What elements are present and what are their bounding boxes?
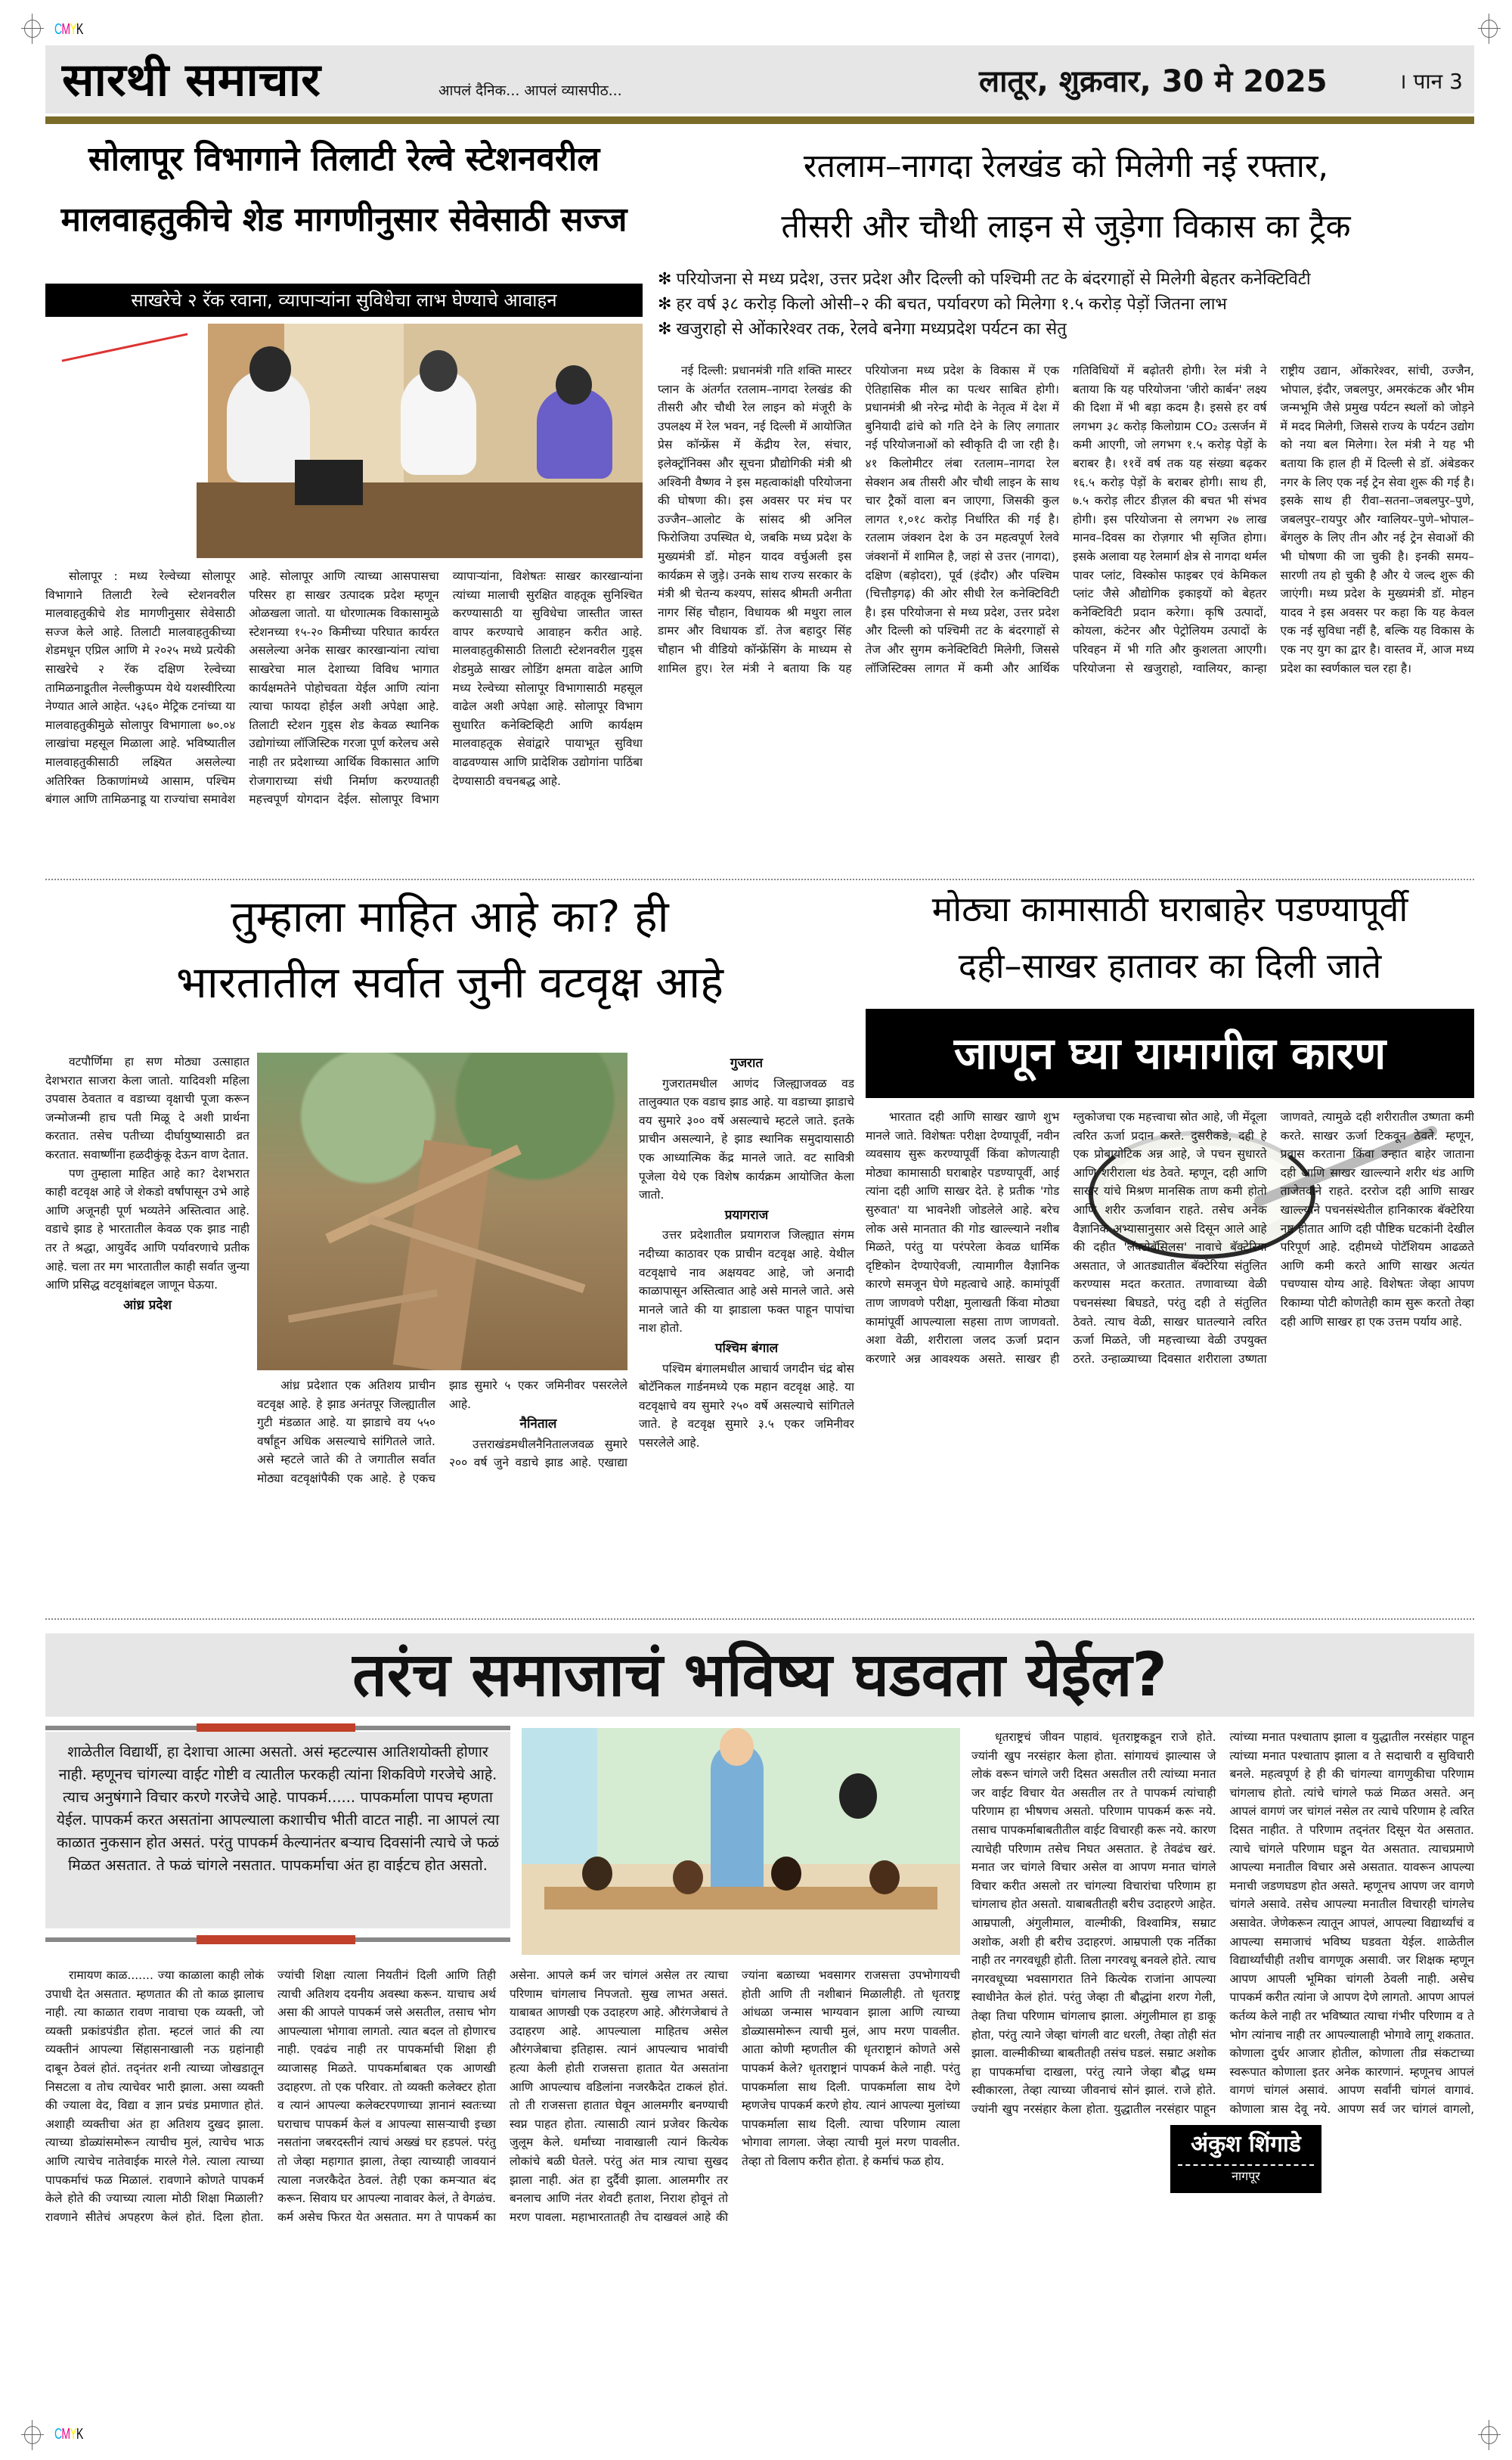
cmyk-marker-bottom: CMYK bbox=[54, 2426, 83, 2443]
society-body-right-text: धृतराष्ट्रचं जीवन पाहावं. धृतराष्ट्रकडून राजे होते. ज्यांनी खुप नरसंहार केला होता. सांगायचं झाल्यास जे लोकं वरून चांगले जरी दिसत असतील तरी त्यांच्या मनात जर वाईट विचार येत असतील तर ते पापकर्म त्यांचाही परिणाम हा भीषणच असतो. परिणाम पापकर्म करू नये. तसाच पापकर्माबाबतीतील वाईट विचारही करू नये. कारण त्याचेही परिणाम तसेच निघत असतात. हे तेवढंच खरं. मनात जर चांगले विचार असेल वा आपण मनात चांगले विचार करीत असलो तर चांगल्या विचारांचा परिणाम हा चांगलाच होत असतो. याबाबतीतही बरीच उदाहरणे आहेत. आम्रपाली, अंगुलीमाल, वाल्मीकी, विश्वामित्र, सम्राट अशोक, अशी ही बरीच उदाहरणं. आम्रपाली एक नर्तिका नाही तर नगरवधूही होती. तिला नगरवधू बनवले होते. त्याच नगरवधूच्या भवसागरात तिने कित्येक राजांना आपल्या स्वाधीनेत केलं होतं. परंतु जेव्हा ती बौद्धांना शरण गेली, तेव्हा तिचा परिणाम चांगलाच झाला. अंगुलीमाल हा डाकू होता, परंतु त्याने जेव्हा चांगली वाट धरली, तेव्हा तोही संत झाला. वाल्मीकीच्या बाबतीतही तसंच घडलं. सम्राट अशोक हा पापकर्माचा दाखला, परंतु त्याने जेव्हा बौद्ध धम्म स्वीकारला, तेव्हा त्याच्या जीवनाचं सोनं झालं. राजे होते. ज्यांनी खुप नरसंहार केला होता. युद्धातील नरसंहार पाहून त्यांच्या मनात पश्चाताप झाला व युद्धातील नरसंहार पाहून त्यांच्या मनात पश्चाताप झाला व ते सदाचारी व सुविचारी बनले. महत्वपूर्ण हे ही की चांगल्या वागणुकीचा परिणाम चांगलाच होतो. त्यांचे चांगले फळं मिळत असते. अन् आपलं वागणं जर चांगलं नसेल तर त्याचे परिणाम हे त्वरित दिसत नाहीत. ते परिणाम तद्नंतर दिसून येत असतात. त्याचे चांगले परिणाम घडून येत असतात. त्याचप्रमाणे आपल्या मनातील विचार असे असतात. यावरून आपल्या मनाची जडणघडण होत असते. म्हणूनच आपण जर वागणे चांगले असावे. तसेच आपल्या मनातील विचारही चांगलेच असावेत. जेणेकरून त्यातून आपलं, आपल्या विद्यार्थ्यांचं व आपल्या समाजाचं भविष्य घडवता येईल. शाळेतील विद्यार्थ्यांचीही तशीच वागणूक असावी. जर शिक्षक म्हणून आपण आपली भूमिका चांगली ठेवली नाही. असेच पापकर्म करीत त्यांना जे आपण देणे लागतो. आपण आपलं कर्तव्य केले नाही तर भविष्यात त्याचा गंभीर परिणाम व ते भोग त्यांनाच नाही तर आपल्यालाही भोगावे लागू शकतात. कोणाला दुर्धर आजार होतील, कोणाला तीव्र संकटाच्या स्वरूपात कोणाला इतर अनेक कारणानं. म्हणूनच आपलं वागणं चांगलं असावं. आपण सर्वांनी चांगलं वागावं. कोणाला त्रास देवू नये. आपण सर्व जर चांगलं वागलो, bbox=[971, 1730, 1474, 2116]
curd-headline-line-1: मोठ्या कामासाठी घराबाहेर पडण्यापूर्वी bbox=[931, 889, 1408, 929]
newspaper-tagline: आपलं दैनिक... आपलं व्यासपीठ... bbox=[438, 82, 622, 99]
masthead bbox=[45, 45, 1474, 113]
section-divider bbox=[45, 879, 1474, 880]
curd-body-text: भारतात दही आणि साखर खाणे शुभ मानले जाते. विशेषतः परीक्षा देण्यापूर्वी, नवीन व्यवसाय सुरू करण्यापूर्वी किंवा कोणत्याही मोठ्या कामासाठी घराबाहेर पडण्यापूर्वी, आई त्यांना दही आणि साखर देते. हे प्रतीक 'गोड सुरुवात' या भावनेशी जोडलेले आहे. बरेच लोक असे मानतात की गोड खाल्ल्याने नशीब मिळते, परंतु या परंपरेला केवळ धार्मिक दृष्टिकोन देण्याऐवजी, त्यामागील वैज्ञानिक कारणे समजून घेणे महत्वाचे आहे. कामांपूर्वी ताण जाणवणे परीक्षा, मुलाखती किंवा मोठ्या कामांपूर्वी आपल्याला सहसा ताण जाणवतो. अशा वेळी, शरीराला जलद ऊर्जा प्रदान करणारे अन्न आवश्यक असते. साखर ही ग्लुकोजचा एक महत्त्वाचा स्रोत आहे, जी मेंदूला त्वरित ऊर्जा प्रदान करते. दुसरीकडे, दही हे एक प्रोबायोटिक अन्न आहे, जे पचन सुधारते आणि शरीराला थंड ठेवते. म्हणून, दही आणि साखर यांचे मिश्रण मानसिक ताण कमी होतो आणि शरीर ऊर्जावान राहते. तसेच अनेक वैज्ञानिक अभ्यासानुसार असे दिसून आले आहे की दहीत 'लॅक्टोबॅसिलस' नावाचे बॅक्टेरिया असतात, जे आतड्यातील बॅक्टेरिया संतुलित करण्यास मदत करतात. तणावाच्या वेळी पचनसंस्था बिघडते, परंतु दही ते संतुलित ठेवते. त्याच वेळी, साखर घातल्याने त्वरित ऊर्जा मिळते, जी महत्त्वाच्या वेळी उपयुक्त ठरते. उन्हाळ्याच्या दिवसात शरीराला उष्णता जाणवते, त्यामुळे दही शरीरातील उष्णता कमी करते. साखर ऊर्जा टिकवून ठेवते. म्हणून, प्रवास करताना किंवा उन्हात बाहेर जाताना दही आणि साखर खाल्ल्याने शरीर थंड आणि ताजेतवाने राहते. दररोज दही आणि साखर खाल्ल्याने पचनसंस्थेतील हानिकारक बॅक्टेरिया नष्ट होतात आणि दही पौष्टिक घटकांनी देखील परिपूर्ण आहे. दहीमध्ये पोटॅशियम आढळते आणि कमी करते आणि साखर अत्यंत पचण्यास योग्य आहे. विशेषतः जेव्हा आपण रिकाम्या पोटी कोणतेही काम सुरू करतो तेव्हा दही आणि साखर हा एक उत्तम पर्याय आहे. bbox=[866, 1110, 1474, 1366]
banyan-section-title: प्रयागराज bbox=[724, 1207, 769, 1223]
society-headline: तरंच समाजाचं भविष्य घडवता येईल? bbox=[45, 1633, 1474, 1717]
ratlam-body bbox=[658, 361, 1474, 853]
pullquote-rule-bottom bbox=[45, 1937, 510, 1942]
registration-mark-top-left bbox=[21, 14, 44, 44]
accent-bar bbox=[197, 1935, 355, 1944]
ratlam-bullet-3: ✻ खजुराहो से ओंकारेश्वर तक, रेलवे बनेगा मध्यप्रदेश पर्यटन का सेतु bbox=[658, 320, 1067, 339]
banyan-andhra-text: आंध्र प्रदेशात एक अतिशय प्राचीन वटवृक्ष आहे. हे झाड अनंतपूर जिल्ह्यातील गुटी मंडळात आहे. या झाडाचे वय ५५० वर्षांहून अधिक असल्याचे सांगितले जाते. असे म्हटले जाते की ते जगातील सर्वात मोठ्या वटवृक्षांपैकी एक आहे. हे एकच झाड सुमारे ५ एकर जमिनीवर पसरलेले आहे. bbox=[257, 1379, 627, 1485]
banyan-headline-line-2: भारतातील सर्वात जुनी वटवृक्ष आहे bbox=[176, 957, 723, 1008]
banyan-nainital-text: उत्तराखंडमधीलनैनितालजवळ सुमारे २०० वर्ष जुने वडाचे झाड आहे. एखाद्या bbox=[449, 1437, 627, 1470]
banyan-westbengal-text: पश्चिम बंगालमधील आचार्य जगदीन चंद्र बोस बोटॅनिकल गार्डनमध्ये एक महान वटवृक्ष आहे. या वटवृक्षाचे वय सुमारे २५० वर्षे असल्याचे सांगितले जाते. हे वटवृक्ष सुमारे ३.५ एकर जमिनीवर पसरलेले आहे. bbox=[639, 1361, 854, 1450]
banyan-section-title: नैनिताल bbox=[519, 1416, 557, 1432]
registration-mark-bottom-left bbox=[21, 2420, 44, 2450]
ratlam-headline-line-1: रतलाम–नागदा रेलखंड को मिलेगी नई रफ्तार, bbox=[803, 147, 1329, 185]
asterisk-icon: ✻ bbox=[658, 295, 672, 314]
pullquote: शाळेतील विद्यार्थी, हा देशाचा आत्मा असतो. असं म्हटल्यास आतिशयोक्ती होणार नाही. म्हणूनच चांगल्या वाईट गोष्टी व त्यातील फरकही त्यांना शिकविणे गरजेचे आहे. त्याच अनुषंगाने विचार करणे गरजेचे आहे. पापकर्म...... पापकर्माला पापच म्हणता येईल. पापकर्म करत असतांना आपल्याला कशाचीच भीती वाटत नाही. ना आपलं त्या काळात नुकसान होत असतं. परंतु पापकर्म केल्यानंतर बऱ्याच दिवसांनी त्याचे जे फळं मिळत असतात. ते फळं चांगले नसतात. पापकर्माचा अंत हा वाईटच होत असतो. bbox=[45, 1732, 510, 1928]
solapur-press-conference-photo bbox=[45, 324, 643, 558]
banyan-headline-line-1: तुम्हाला माहित आहे का? ही bbox=[231, 891, 669, 942]
asterisk-icon: ✻ bbox=[658, 270, 672, 289]
banyan-prayagraj-text: उत्तर प्रदेशातील प्रयागराज जिल्ह्यात संगम नदीच्या काठावर एक प्राचीन वटवृक्ष आहे. येथील वटवृक्षाचे नाव अक्षयवट आहे, जो अनादी काळापासून अस्तित्वात आहे असे मानले जाते. असे मानले जाते की या झाडाला फक्त पाहून पापांचा नाश होतो. bbox=[639, 1228, 854, 1335]
banyan-section-title: पश्चिम बंगाल bbox=[714, 1340, 779, 1356]
banyan-para-2: पण तुम्हाला माहित आहे का? देशभरात काही वटवृक्ष आहे जे शेकडो वर्षांपासून उभे आहे आणि अजूनही पूर्ण भव्यतेने अस्तित्वात आहे. वडाचे झाड हे भारतातील केवळ एक झाड नाही तर ते श्रद्धा, आयुर्वेद आणि पर्यावरणाचे प्रतीक आहे. चला तर मग भारतातील काही सर्वात जुन्या आणि प्रसिद्ध वटवृक्षांबद्दल जाणून घेऊया. bbox=[45, 1166, 249, 1292]
solapur-headline-line-2: मालवाहतुकीचे शेड मागणीनुसार सेवेसाठी सज्ज bbox=[60, 200, 627, 239]
registration-mark-bottom-right bbox=[1478, 2420, 1501, 2450]
banyan-intro bbox=[45, 1053, 249, 1487]
society-body-left-text: रामायण काळ....... ज्या काळाला काही लोकं उपाधी देत असतात. म्हणतात की तो काळ झालाच नाही. त्या काळात रावण नावाचा एक व्यक्ती, जो व्यक्ती प्रकांडपंडीत होता. म्हटलं जातं की त्या व्यक्तीनं आपल्या सिंहासनाखाली नऊ ग्रहांनाही दाबून ठेवलं होतं. तद्नंतर शनी त्याच्या जोखडातून निसटला व तोच त्याचेवर भारी झाला. असा व्यक्ती की ज्याला वेद, विद्या व ज्ञान प्रचंड प्रमाणात होतं. अशाही व्यक्तीचा अंत हा अतिशय दुखद झाला. त्याच्या डोळ्यांसमोरून त्याचीच मुलं, त्याचेच भाऊ आणि त्याचेच नातेवाईक मारले गेले. त्याला त्याच्या पापकर्माचं फळ मिळालं. रावणाने कोणते पापकर्म केले होते की ज्याच्या त्याला मोठी शिक्षा मिळाली? रावणाने सीतेचं अपहरण केलं होतं. दिला होता. ज्यांची शिक्षा त्याला नियतीनं दिली आणि तिही त्याची अतिशय दयनीय अवस्था करून. याचाच अर्थ असा की आपले पापकर्म जसे असतील, तसाच भोग आपल्याला भोगावा लागतो. त्यात बदल तो होणारच नाही. एवढंच नाही तर पापकर्माची शिक्षा ही व्याजासह मिळते. पापकर्माबाबत एक आणखी उदाहरण. तो एक परिवार. तो व्यक्ती कलेक्टर होता व त्यानं आपल्या कलेक्टरपणाच्या ज्ञानानं स्वतःच्या घराचाच पापकर्म केलं व आपल्या सासऱ्याची इच्छा नसतांना जबरदस्तीनं त्याचं अख्खं घर हडपलं. परंतु तो जेव्हा महागात झाला, तेव्हा त्याच्याही जावयानं त्याला नजरकैदेत ठेवलं. तेही एका कमऱ्यात बंद करून. सिवाय घर आपल्या नावावर केलं, ते वेगळंच. कर्म असेच फिरत येत असतात. मग ते पापकर्म का असेना. आपले कर्म जर चांगलं असेल तर त्याचा परिणाम चांगलाच निपजतो. सुख लाभत असतं. याबाबत आणखी एक उदाहरण आहे. औरंगजेबाचं ते उदाहरण आहे. आपल्याला माहितच असेल औरंगजेबाचा इतिहास. त्यानं आपल्याच भावांची हत्या केली होती राजसत्ता हातात येत असतांना आणि आपल्याच वडिलांना नजरकैदेत टाकलं होतं. तो ती राजसत्ता हातात घेवून आलमगीर बनण्याची स्वप्न पाहत होता. त्यासाठी त्यानं प्रजेवर कित्येक जुलूम केले. धर्मांच्या नावाखाली त्यानं कित्येक लोकांचे बळी घेतले. परंतु अंत मात्र त्याचा सुखद झाला नाही. अंत हा दुर्दैवी झाला. आलमगीर तर बनलाच आणि नंतर शेवटी हताश, निराश होवूनं तो मरण पावला. महाभारतातही तेच दाखवलं आहे की ज्यांना बळाच्या भवसागर राजसत्ता उपभोगायची होती आणि ती नशीबानं मिळालीही. तो धृतराष्ट्र आंधळा जन्मास भाग्यवान झाला आणि त्याच्या डोळ्यासमोरून त्याची मुलं, आप मरण पावलीत. आता कोणी म्हणतील की धृतराष्ट्रानं कोणते असे पापकर्म केले? धृतराष्ट्रानं पापकर्म केले नाही. परंतु पापकर्माला साथ दिली. पापकर्माला साथ देणे म्हणजेच पापकर्म करणे होय. त्यानं आपल्या मुलांच्या पापकर्माला साथ दिली. त्याचा परिणाम त्याला भोगावा लागला. जेव्हा त्याची मुलं मरण पावलीत. तेव्हा तो विलाप करीत होता. हे कर्माचं फळ होय. bbox=[45, 1968, 960, 2224]
solapur-strapline: साखरेचे २ रॅक रवाना, व्यापाऱ्यांना सुविधेचा लाभ घेण्याचे आवाहन bbox=[45, 284, 643, 317]
pullquote-rule-top bbox=[45, 1726, 510, 1730]
banyan-gujarat-text: गुजरातमधील आणंद जिल्ह्याजवळ वड तालुक्यात एक वडाच झाड आहे. या वडाच्या झाडाचे वय सुमारे ३०० वर्षे असल्याचे म्हटले जाते. इतके प्राचीन असल्याने, हे झाड स्थानिक समुदायासाठी एक आध्यात्मिक केंद्र मानले जाते. वट सावित्री पूजेला येथे एक विशेष कार्यक्रम आयोजित केला जातो. bbox=[639, 1076, 854, 1202]
banyan-section-title: आंध्र प्रदेश bbox=[122, 1297, 172, 1313]
author-name: अंकुश शिंगाडे bbox=[1191, 2131, 1301, 2158]
page-number: । पान 3 bbox=[1399, 69, 1463, 94]
author-place: नागपूर bbox=[1232, 2169, 1260, 2183]
newspaper-title: सारथी समाचार bbox=[62, 54, 321, 107]
dateline: लातूर, शुक्रवार, 30 मे 2025 bbox=[979, 64, 1328, 99]
ratlam-body-text: नई दिल्ली: प्रधानमंत्री गति शक्ति मास्टर प्लान के अंतर्गत रतलाम–नागदा रेलखंड की तीसरी और चौथी रेल लाइन को मंजूरी के उपलक्ष्य में रेल भवन, नई दिल्ली में आयोजित प्रेस कॉन्फ्रेंस में केंद्रीय रेल, संचार, इलेक्ट्रॉनिक्स और सूचना प्रौद्योगिकी मंत्री श्री अश्विनी वैष्णव ने इस महत्वाकांक्षी परियोजना की घोषणा की। इस अवसर पर मंच पर उज्जैन–आलोट के सांसद श्री अनिल फिरोजिया उपस्थित थे, जबकि मध्य प्रदेश के मुख्यमंत्री डॉ. मोहन यादव वर्चुअली इस कार्यक्रम से जुड़े। उनके साथ राज्य सरकार के मंत्री श्री चेतन्य कश्यप, सांसद श्रीमती अनीता नागर सिंह चौहान, विधायक श्री मथुरा लाल डामर और विधायक डॉ. तेज बहादुर सिंह चौहान भी वीडियो कॉन्फ्रेंसिंग के माध्यम से शामिल हुए। रेल मंत्री ने बताया कि यह परियोजना मध्य प्रदेश के विकास में एक ऐतिहासिक मील का पत्थर साबित होगी। प्रधानमंत्री श्री नरेन्द्र मोदी के नेतृत्व में देश में बुनियादी ढांचे को गति देने के लिए लगातार नई परियोजनाओं को स्वीकृति दी जा रही है। ४१ किलोमीटर लंबा रतलाम–नागदा रेल सेक्शन अब तीसरी और चौथी लाइन के साथ चार ट्रैकों वाला बन जाएगा, जिसकी कुल लागत १,०१८ करोड़ निर्धारित की गई है। रतलाम जंक्शन देश के उन महत्वपूर्ण रेलवे जंक्शनों में शामिल है, जहां से उत्तर (नागदा), दक्षिण (बड़ोदरा), पूर्व (इंदौर) और पश्चिम (चित्तौड़गढ़) की ओर सीधी रेल कनेक्टिविटी है। इस परियोजना से मध्य प्रदेश, उत्तर प्रदेश और दिल्ली को पश्चिमी तट के बंदरगाहों से तेज और सुगम कनेक्टिविटी मिलेगी, जिससे लॉजिस्टिक्स लागत में कमी और आर्थिक गतिविधियों में बढ़ोतरी होगी। रेल मंत्री ने बताया कि यह परियोजना 'जीरो कार्बन' लक्ष्य की दिशा में भी बड़ा कदम है। इससे हर वर्ष लगभग ३८ करोड़ किलोग्राम CO₂ उत्सर्जन में कमी आएगी, जो लगभग १.५ करोड़ पेड़ों के बराबर है। ११वें वर्ष तक यह संख्या बढ़कर १६.५ करोड़ पेड़ों के बराबर होगी। साथ ही, ७.५ करोड़ लीटर डीज़ल की बचत भी संभव होगी। इस परियोजना से लगभग २७ लाख मानव–दिवस का रोज़गार भी सृजित होगा। इसके अलावा यह रेलमार्ग क्षेत्र से नागदा थर्मल पावर प्लांट, विस्कोस फाइबर एवं केमिकल प्लांट जैसे औद्योगिक इकाइयों को बेहतर कनेक्टिविटी प्रदान करेगा। कृषि उत्पादों, कोयला, कंटेनर और पेट्रोलियम उत्पादों के परिवहन में भी गति और कुशलता आएगी। परियोजना से खजुराहो, ग्वालियर, कान्हा राष्ट्रीय उद्यान, ओंकारेश्वर, सांची, उज्जैन, भोपाल, इंदौर, जबलपुर, अमरकंटक और भीम जन्मभूमि जैसे प्रमुख पर्यटन स्थलों को जोड़ने में मदद मिलेगी, जिससे राज्य के पर्यटन उद्योग को नया बल मिलेगा। रेल मंत्री ने यह भी बताया कि हाल ही में दिल्ली से डॉ. अंबेडकर नगर के लिए एक नई ट्रेन सेवा शुरू की गई है। इसके साथ ही रीवा–सतना–जबलपुर–पुणे, जबलपुर–रायपुर और ग्वालियर–पुणे–भोपाल–बेंगलुरु के लिए तीन और नई ट्रेन सेवाओं की भी घोषणा की जा चुकी है। इनकी समय–सारणी तय हो चुकी है और ये जल्द शुरू की जाएंगी। मध्य प्रदेश के मुख्यमंत्री डॉ. मोहन यादव ने इस अवसर पर कहा कि यह केवल एक नई सुविधा नहीं है, बल्कि यह विकास के एक नए युग का द्वार है। वास्तव में, आज मध्य प्रदेश का स्वर्णकाल चल रहा है। bbox=[658, 364, 1474, 675]
banyan-sections-right bbox=[639, 1053, 854, 1487]
society-body-right-continued bbox=[1334, 2125, 1474, 2390]
ratlam-bullet-1: ✻ परियोजना से मध्य प्रदेश, उत्तर प्रदेश और दिल्ली को पश्चिमी तट के बंदरगाहों से मिलेगी बेहतर कनेक्टिविटी bbox=[658, 270, 1311, 289]
section-divider bbox=[45, 1618, 1474, 1620]
solapur-body-text: सोलापूर : मध्य रेल्वेच्या सोलापूर विभागाने तिलाटी रेल्वे स्टेशनवरील मालवाहतुकीचे शेड मागणीनुसार सेवेसाठी सज्ज केले आहे. तिलाटी मालवाहतुकीच्या शेडमधून एप्रिल आणि मे २०२५ मध्ये प्रत्येकी साखरेचे २ रॅक दक्षिण रेल्वेच्या तामिळनाडूतील नेल्लीकुप्पम येथे यशस्वीरित्या नेण्यात आले आहेत. ५३६० मेट्रिक टनांच्या या मालवाहतुकीमुळे सोलापुर विभागाला ७०.०४ लाखांचा महसूल मिळाला आहे. भविष्यातील मालवाहतुकीसाठी लक्ष्यित असलेल्या अतिरिक्त ठिकाणांमध्ये आसाम, पश्चिम बंगाल आणि तामिळनाडू या राज्यांचा समावेश आहे. सोलापूर आणि त्याच्या आसपासचा परिसर हा साखर उत्पादक प्रदेश म्हणून ओळखला जातो. या धोरणात्मक विकासामुळे स्टेशनच्या १५-२० किमीच्या परिघात कार्यरत असलेल्या अनेक साखर कारखान्यांना त्यांचा साखरेचा माल देशाच्या विविध भागात कार्यक्षमतेने पोहोचवता येईल आणि त्यांना त्याचा फायदा होईल अशी अपेक्षा आहे. तिलाटी स्टेशन गुड्स शेड केवळ स्थानिक उद्योगांच्या लॉजिस्टिक गरजा पूर्ण करेलच असे नाही तर प्रदेशाच्या आर्थिक विकासात आणि रोजगाराच्या संधी निर्माण करण्यातही महत्त्वपूर्ण योगदान देईल. सोलापूर विभाग व्यापाऱ्यांना, विशेषतः साखर कारखान्यांना त्यांच्या मालाची सुरक्षित वाहतूक सुनिश्चित करण्यासाठी या सुविधेचा जास्तीत जास्त वापर करण्याचे आवाहन करीत आहे. मालवाहतुकीसाठी तिलाटी स्टेशनवरील गुड्स शेडमुळे साखर लोडिंग क्षमता वाढेल आणि मध्य रेल्वेच्या सोलापूर विभागासाठी महसूल वाढेल अशी अपेक्षा आहे. सोलापूर विभाग सुधारित कनेक्टिव्हिटी आणि कार्यक्षम मालवाहतूक सेवांद्वारे पायाभूत सुविधा वाढवण्यास आणि प्रादेशिक उद्योगांना पाठिंबा देण्यासाठी वचनबद्ध आहे. bbox=[45, 569, 643, 807]
curd-headline-line-2: दही–साखर हातावर का दिली जाते bbox=[958, 945, 1382, 986]
solapur-headline-line-1: सोलापूर विभागाने तिलाटी रेल्वे स्टेशनवरील bbox=[88, 140, 600, 178]
banyan-intro-text: वटपौर्णिमा हा सण मोठ्या उत्साहात देशभरात साजरा केला जातो. यादिवशी महिला उपवास ठेवतात व वडाच्या वृक्षाची पूजा करून जन्मोजन्मी हाच पती मिळू दे अशी प्रार्थना करतात. तसेच पतीच्या दीर्घायुष्यासाठी व्रत करतात. सवाष्णींना हळदीकुंकू देऊन वाण देतात. bbox=[45, 1055, 249, 1162]
society-body-right bbox=[971, 1728, 1474, 2121]
ratlam-bullet-2: ✻ हर वर्ष ३८ करोड़ किलो ओसी–२ की बचत, पर्यावरण को मिलेगा १.५ करोड़ पेड़ों जितना लाभ bbox=[658, 295, 1227, 314]
asterisk-icon: ✻ bbox=[658, 320, 672, 339]
curd-strapline: जाणून घ्या यामागील कारण bbox=[866, 1009, 1474, 1098]
society-body-left bbox=[45, 1966, 960, 2390]
cmyk-marker-top: CMYK bbox=[54, 21, 83, 38]
banyan-sections bbox=[257, 1376, 627, 1488]
masthead-rule bbox=[45, 116, 1474, 124]
ratlam-headline-line-2: तीसरी और चौथी लाइन से जुड़ेगा विकास का ट्रैक bbox=[781, 208, 1351, 246]
solapur-body bbox=[45, 567, 643, 866]
registration-mark-top-right bbox=[1478, 14, 1501, 44]
author-byline bbox=[1170, 2125, 1321, 2193]
classroom-illustration bbox=[522, 1728, 960, 1955]
curd-body bbox=[866, 1108, 1474, 1490]
banyan-section-title: गुजरात bbox=[730, 1056, 764, 1071]
banyan-tree-photo bbox=[257, 1053, 627, 1370]
